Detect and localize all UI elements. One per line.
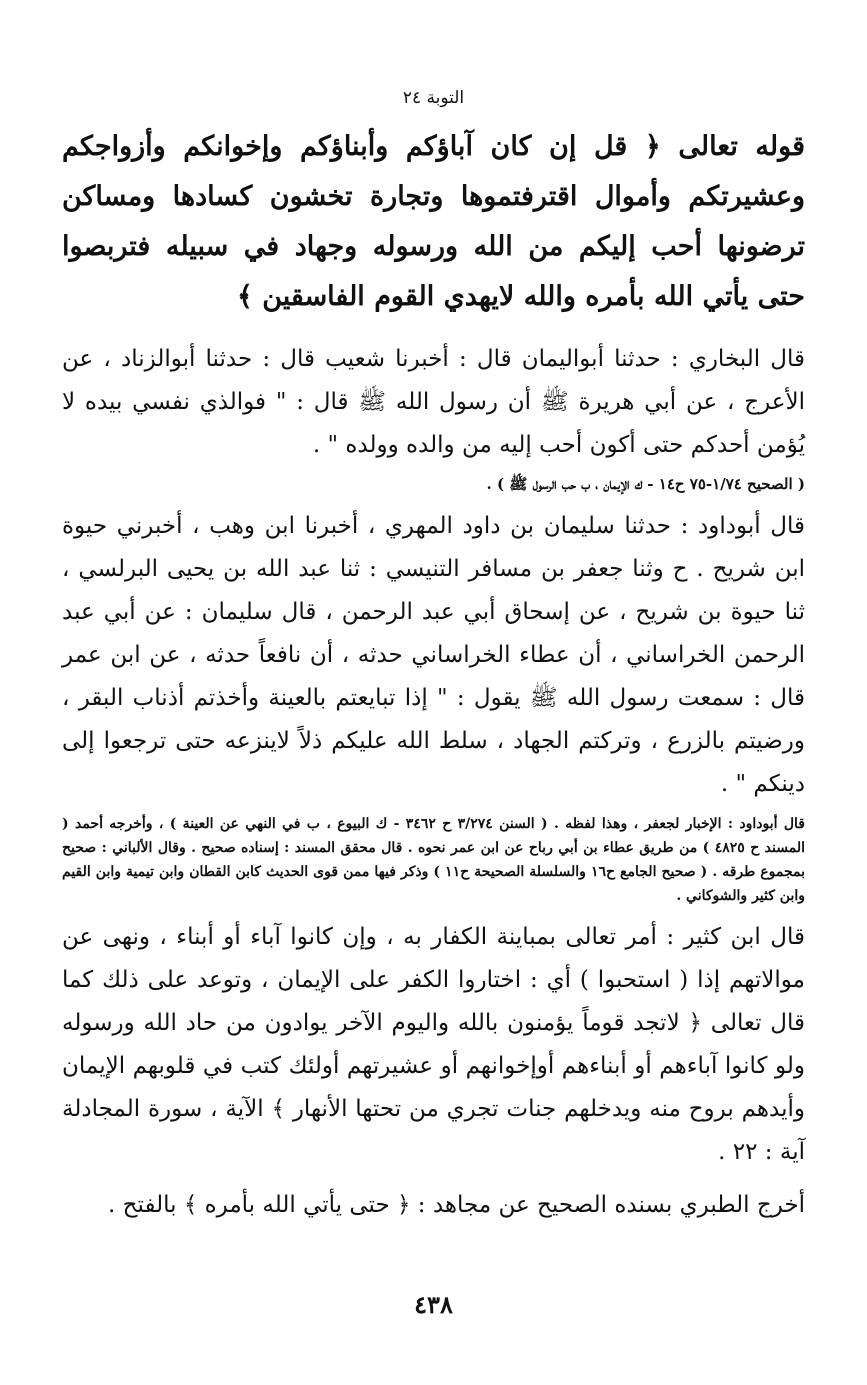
page-number: ٤٣٨ <box>414 1290 453 1319</box>
quran-verse: قوله تعالى ﴿ قل إن كان آباؤكم وأبناؤكم وإخوانكم وأزواجكم وعشيرتكم وأموال اقترفتموها وتجارة تخشون كسادها ومساكن ترضونها أحب إليكم من الله ورسوله وجهاد في سبيله فتربصوا حتى يأتي الله بأمره والله لايهدي القوم الفاسقين ﴾ <box>62 131 805 312</box>
bukhari-reference: ( الصحيح ١/٧٤-٧٥ ح١٤ - ك الإيمان ، ب حب الرسول ﷺ ) . <box>486 475 805 493</box>
abudawud-notes: قال أبوداود : الإخبار لجعفر ، وهذا لفظه . ( السنن ٣/٢٧٤ ح ٣٤٦٢ - ك البيوع ، ب في النهي عن العينة ) ، وأخرجه أحمد ( المسند ح ٤٨٢٥ ) من طريق عطاء بن أبي رباح عن ابن عمر نحوه . قال محقق المسند : إسناده صحيح . وقال الألباني : صحيح بمجموع طرقه . ( صحيح الجامع ح١٦ والسلسلة الصحيحة ح١١ ) وذكر فيها ممن قوى الحديث كابن القطان وابن تيمية وابن القيم وابن كثير والشوكاني . <box>62 816 805 904</box>
page-header: التوبة ٢٤ <box>402 88 465 108</box>
abudawud-hadith: قال أبوداود : حدثنا سليمان بن داود المهري ، أخبرنا ابن وهب ، أخبرني حيوة ابن شريح . ح وثنا جعفر بن مسافر التنيسي : ثنا عبد الله بن يحيى البرلسي ، ثنا حيوة بن شريح ، عن إسحاق أبي عبد الرحمن ، قال سليمان : عن أبي عبد الرحمن الخراساني ، أن عطاء الخراساني حدثه ، أن نافعاً حدثه ، عن ابن عمر قال : سمعت رسول الله ﷺ يقول : " إذا تبايعتم بالعينة وأخذتم أذناب البقر ، ورضيتم بالزرع ، وتركتم الجهاد ، سلط الله عليكم ذلاً لاينزعه حتى ترجعوا إلى دينكم " . <box>62 513 805 797</box>
tabari-narration: أخرج الطبري بسنده الصحيح عن مجاهد : ﴿ حتى يأتي الله بأمره ﴾ بالفتح . <box>108 1192 805 1218</box>
bukhari-hadith: قال البخاري : حدثنا أبواليمان قال : أخبرنا شعيب قال : حدثنا أبوالزناد ، عن الأعرج ، عن أبي هريرة ﷺ أن رسول الله ﷺ قال : " فوالذي نفسي بيده لا يُؤمن أحدكم حتى أكون أحب إليه من والده وولده " . <box>62 346 805 458</box>
ibn-kathir-commentary: قال ابن كثير : أمر تعالى بمباينة الكفار به ، وإن كانوا آباء أو أبناء ، ونهى عن موالاتهم إذا ( استحبوا ) أي : اختاروا الكفر على الإيمان ، وتوعد على ذلك كما قال تعالى ﴿ لاتجد قوماً يؤمنون بالله واليوم الآخر يوادون من حاد الله ورسوله ولو كانوا آباءهم أو أبناءهم أوإخوانهم أو عشيرتهم أولئك كتب في قلوبهم الإيمان وأيدهم بروح منه ويدخلهم جنات تجري من تحتها الأنهار ﴾ الآية ، سورة المجادلة آية : ٢٢ . <box>62 924 805 1165</box>
